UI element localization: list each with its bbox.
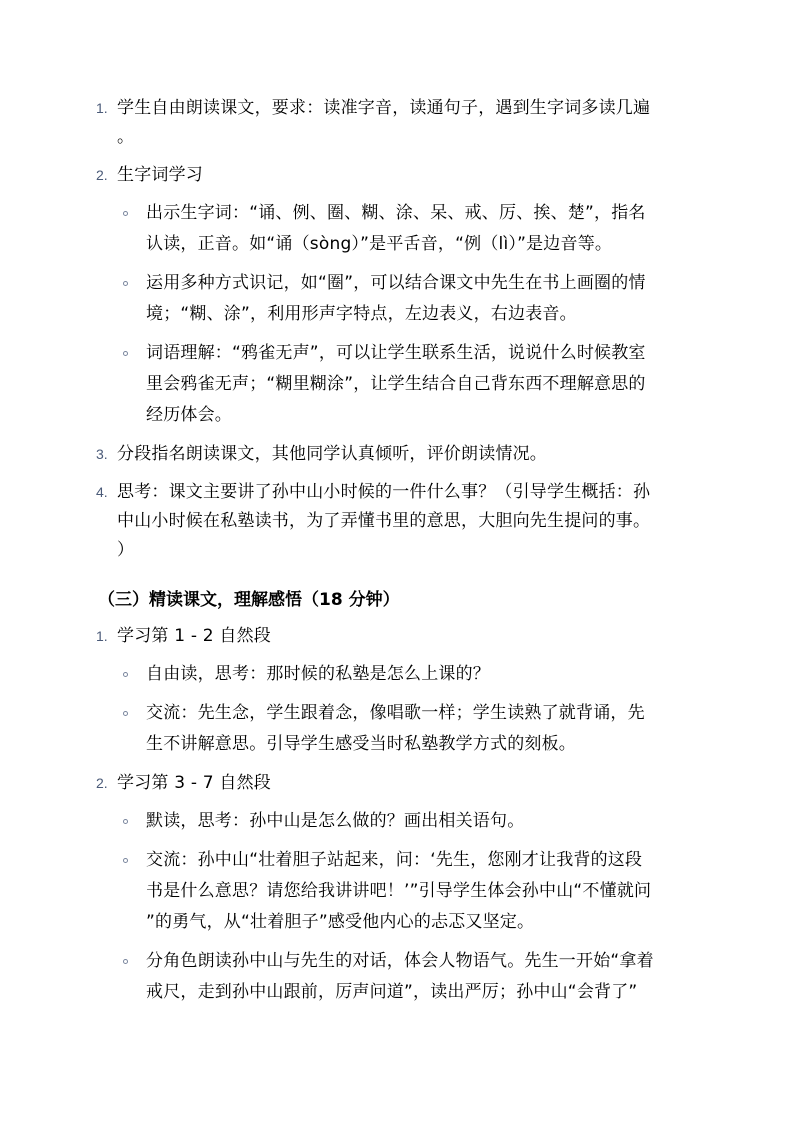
sub-list-item xyxy=(119,845,702,938)
sub-list-item xyxy=(119,698,702,760)
sub-item-line: 境；“糊、涂”，利用形声字特点，左边表义，右边表音。 xyxy=(146,304,577,324)
list-item xyxy=(0,622,794,760)
bullet-icon xyxy=(123,959,128,964)
list-item-text: 学习第 3 - 7 自然段 xyxy=(117,773,271,793)
list-number: 3. xyxy=(96,446,108,462)
sub-item-line: 运用多种方式识记，如“圈”，可以结合课文中先生在书上画圈的情 xyxy=(146,273,646,293)
sub-item-line: 默读，思考：孙中山是怎么做的？画出相关语句。 xyxy=(146,811,525,831)
list-item-text: 学习第 1 - 2 自然段 xyxy=(117,626,271,646)
sub-item-line: 交流：孙中山“壮着胆子站起来，问：‘先生，您刚才让我背的这段 xyxy=(146,850,643,870)
list-number: 1. xyxy=(96,100,108,116)
bullet-icon xyxy=(123,672,128,677)
sub-item-line: 戒尺，走到孙中山跟前，厉声问道”，读出严厉；孙中山“会背了” xyxy=(146,982,638,1002)
list-item-text xyxy=(117,478,702,565)
list-item-text: 分段指名朗读课文，其他同学认真倾听，评价朗读情况。 xyxy=(117,444,547,464)
sub-item-line: ”的勇气，从“壮着胆子”感受他内心的忐忑又坚定。 xyxy=(146,912,535,932)
list-item xyxy=(0,94,794,152)
sub-list xyxy=(119,659,702,760)
sub-item-line: 生不讲解意思。引导学生感受当时私塾教学方式的刻板。 xyxy=(146,734,576,754)
sub-item-line: 里会鸦雀无声；“糊里糊涂”，让学生结合自己背东西不理解意思的 xyxy=(146,374,646,394)
list-number: 2. xyxy=(96,167,108,183)
sub-list-item xyxy=(119,268,702,330)
sub-list-item xyxy=(119,198,702,260)
sub-list-item xyxy=(119,946,702,1008)
list-item-line: 中山小时候在私塾读书，为了弄懂书里的意思，大胆向先生提问的事。 xyxy=(117,511,651,531)
sub-list xyxy=(119,198,702,431)
sub-list xyxy=(119,806,702,1008)
sub-item-line: 经历体会。 xyxy=(146,405,232,425)
list-number: 4. xyxy=(96,484,108,500)
sub-list-item xyxy=(119,338,702,431)
bullet-icon xyxy=(123,351,128,356)
bullet-icon xyxy=(123,211,128,216)
sub-item-line: 书是什么意思？请您给我讲讲吧！’”引导学生体会孙中山“不懂就问 xyxy=(146,881,652,901)
list-item-line: 思考：课文主要讲了孙中山小时候的一件什么事？（引导学生概括：孙 xyxy=(117,482,651,502)
list-item xyxy=(0,440,794,469)
sub-item-line: 交流：先生念，学生跟着念，像唱歌一样；学生读熟了就背诵，先 xyxy=(146,703,645,723)
section2-list xyxy=(0,94,794,565)
list-item-line: 学生自由朗读课文，要求：读准字音，读通句子，遇到生字词多读几遍 xyxy=(117,98,651,118)
sub-item-line: 自由读，思考：那时候的私塾是怎么上课的？ xyxy=(146,664,490,684)
list-item xyxy=(0,478,794,565)
list-item-line: 。 xyxy=(117,127,135,147)
list-item-text: 生字词学习 xyxy=(117,165,203,185)
sub-list-item xyxy=(119,806,702,837)
list-item-line: ） xyxy=(117,540,135,560)
sub-item-line: 分角色朗读孙中山与先生的对话，体会人物语气。先生一开始“拿着 xyxy=(146,951,654,971)
sub-item-line: 出示生字词：“诵、例、圈、糊、涂、呆、戒、厉、挨、楚”，指名 xyxy=(146,203,646,223)
bullet-icon xyxy=(123,711,128,716)
section3-list xyxy=(0,622,794,1008)
section-heading: （三）精读课文，理解感悟（18 分钟） xyxy=(98,590,400,610)
list-item xyxy=(0,161,794,431)
list-item xyxy=(0,769,794,1008)
bullet-icon xyxy=(123,281,128,286)
list-number: 1. xyxy=(96,628,108,644)
bullet-icon xyxy=(123,819,128,824)
bullet-icon xyxy=(123,858,128,863)
sub-item-line: 认读，正音。如“诵（sòng）”是平舌音，“例（lì）”是边音等。 xyxy=(146,234,613,254)
sub-list-item xyxy=(119,659,702,690)
list-item-text xyxy=(117,94,702,152)
list-number: 2. xyxy=(96,775,108,791)
sub-item-line: 词语理解：“鸦雀无声”，可以让学生联系生活，说说什么时候教室 xyxy=(146,343,646,363)
